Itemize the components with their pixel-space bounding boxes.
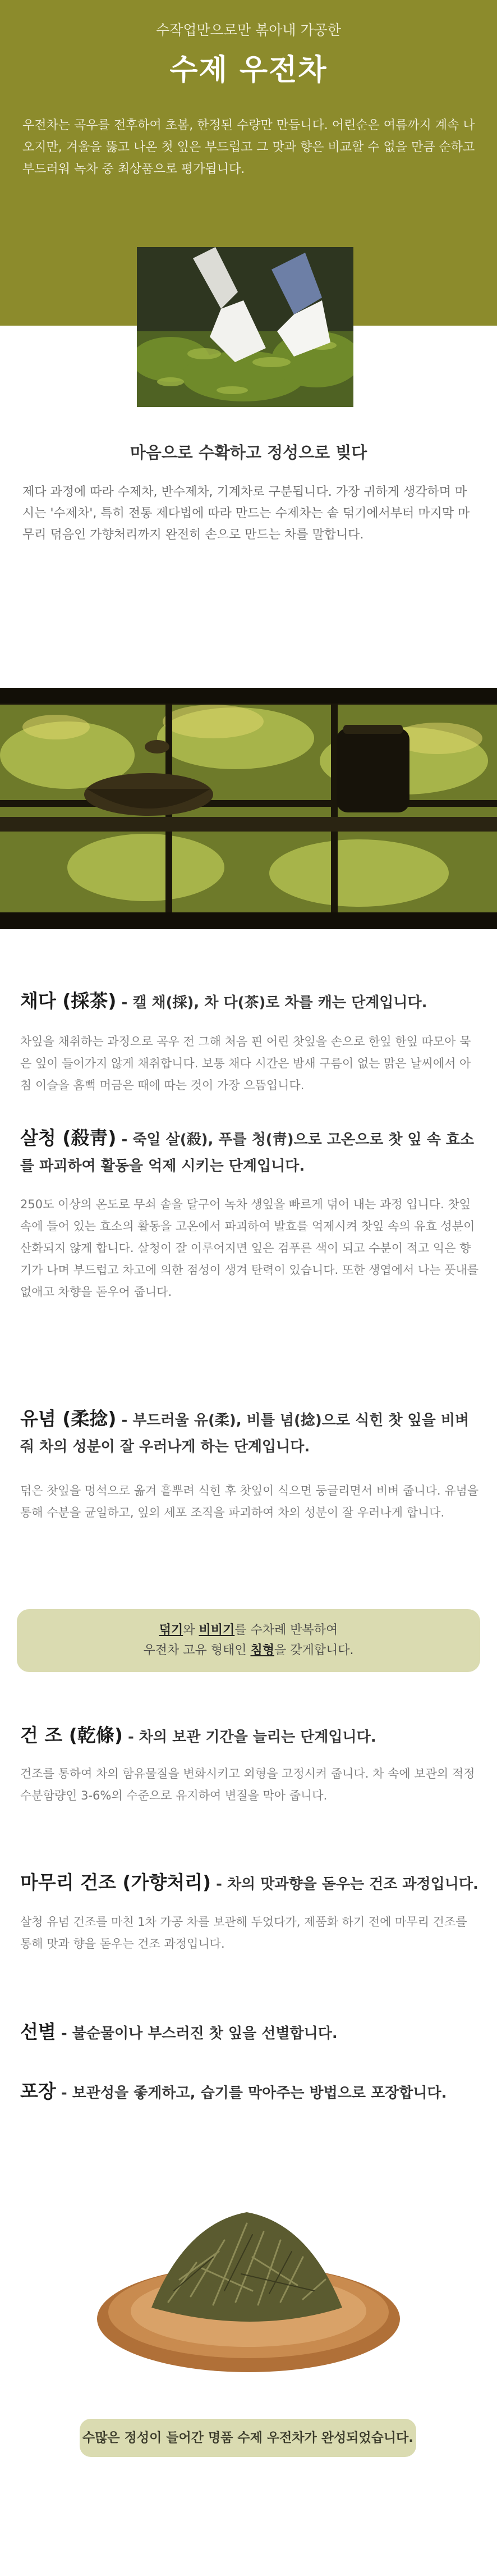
step-title	[20, 1870, 480, 1897]
step-key: 선별	[20, 2021, 56, 2043]
step-title	[20, 2079, 480, 2106]
step-key: 건 조 (乾條)	[20, 1724, 123, 1746]
step-desc: - 부드러울 유(柔), 비틀 념(捻)으로 식힌 찻 잎을 비벼줘 차의 성분이 잘 우러나게 하는 단계입니다.	[20, 1412, 470, 1455]
step-title	[20, 1723, 480, 1750]
step-desc: - 캘 채(採), 차 다(茶)로 차를 캐는 단계입니다.	[116, 994, 427, 1011]
step-key: 마무리 건조 (가향처리)	[20, 1871, 211, 1893]
intro-text: 제다 과정에 따라 수제차, 반수제차, 기계차로 구분됩니다. 가장 귀하게 생각하며 마시는 '수제차', 특히 전통 제다법에 따라 만드는 수제차는 솥 덖기에서부터 마지막 마무리 덖음인 가향처리까지 완전히 손으로 만드는 차를 말합니다.	[22, 485, 470, 542]
step-key: 유념 (柔捻)	[20, 1408, 117, 1429]
step-body: 차잎을 채취하는 과정으로 곡우 전 그해 처음 핀 어린 찻잎을 손으로 한잎 한잎 따모아 묵은 잎이 들어가지 않게 채취합니다. 보통 채다 시간은 밤새 구름이 없는 맑은 날씨에서 아침 이슬을 흠뻑 머금은 때에 따는 것이 가장 으뜸입니다.	[20, 1035, 471, 1092]
callout-text: 와	[183, 1623, 199, 1637]
step-title	[20, 1406, 480, 1460]
step-key: 살청 (殺靑)	[20, 1127, 117, 1149]
intro-heading: 마음으로 수확하고 정성으로 빚다	[130, 443, 367, 462]
step-body: 덖은 찻잎을 멍석으로 옮겨 흩뿌려 식힌 후 찻잎이 식으면 둥글리면서 비벼 줍니다. 유념을 통해 수분을 균일하고, 잎의 세포 조직을 파괴하여 차의 성분이 잘 우러나게 합니다.	[20, 1484, 479, 1519]
callout-text: 를 수차례 반복하여	[234, 1623, 338, 1637]
callout-text: 을 갖게합니다.	[274, 1643, 354, 1657]
tea-window-photo	[0, 688, 497, 929]
closing-banner: 수많은 정성이 들어간 명품 수제 우전차가 완성되었습니다.	[80, 2419, 416, 2457]
callout-term-chimhyeong: 침형	[250, 1643, 274, 1657]
header-subtitle: 수작업만으로만 볶아내 가공한	[156, 22, 341, 38]
step-body: 살청 유념 건조를 마친 1차 가공 차를 보관해 두었다가, 제품화 하기 전에 마무리 건조를 통해 맛과 향을 돋우는 건조 과정입니다.	[20, 1915, 467, 1951]
step-title	[20, 2019, 480, 2047]
callout-term-bibigi: 비비기	[199, 1623, 235, 1637]
callout-line-1	[17, 1620, 480, 1641]
step-desc: - 차의 맛과향을 돋우는 건조 과정입니다.	[211, 1876, 478, 1893]
callout-banner	[17, 1609, 480, 1672]
header-description: 우전차는 곡우를 전후하여 초봄, 한정된 수량만 만듭니다. 어린순은 여름까지 계속 나오지만, 겨울을 뚫고 나온 첫 잎은 부드럽고 그 맛과 향은 비교할 수 없을 만큼 순하고 부드러워 녹차 중 최상품으로 평가됩니다.	[22, 118, 475, 176]
callout-line-2	[17, 1641, 480, 1661]
step-desc: - 차의 보관 기간을 늘리는 단계입니다.	[122, 1729, 376, 1746]
tea-picking-hands-photo	[137, 247, 353, 407]
step-desc: - 죽일 살(殺), 푸를 청(靑)으로 고온으로 찻 잎 속 효소를 파괴하여 활동을 억제 시키는 단계입니다.	[20, 1131, 475, 1175]
step-key: 포장	[20, 2080, 56, 2102]
callout-text: 우전차 고유 형태인	[143, 1643, 251, 1657]
step-desc: - 보관성을 좋게하고, 습기를 막아주는 방법으로 포장합니다.	[56, 2085, 447, 2102]
step-desc: - 불순물이나 부스러진 찻 잎을 선별합니다.	[56, 2025, 338, 2042]
step-title	[20, 988, 480, 1016]
step-title	[20, 1125, 480, 1179]
step-body: 250도 이상의 온도로 무쇠 솥을 달구어 녹차 생잎을 빠르게 덖어 내는 과정 입니다. 찻잎 속에 들어 있는 효소의 활동을 고온에서 파괴하여 발효를 억제시켜 찻잎 속의 유효 성분이 산화되지 않게 합니다. 살청이 잘 이루어지면 잎은 검푸른 색이 되고 수분이 적고 익은 향기가 나며 부드럽고 차고에 의한 점성이 생겨 탄력이 있습니다. 또한 생엽에서 나는 풋내를 없애고 차향을 돋우어 줍니다.	[20, 1198, 479, 1299]
step-body: 건조를 통하여 차의 함유물질을 변화시키고 외형을 고정시켜 줍니다. 차 속에 보관의 적정 수분함량인 3-6%의 수준으로 유지하여 변질을 막아 줍니다.	[20, 1767, 475, 1802]
callout-term-deokki: 덖기	[159, 1623, 183, 1637]
tea-leaves-plate-photo	[84, 2178, 413, 2381]
page-title: 수제 우전차	[169, 53, 328, 87]
step-key: 채다 (採茶)	[20, 990, 117, 1012]
